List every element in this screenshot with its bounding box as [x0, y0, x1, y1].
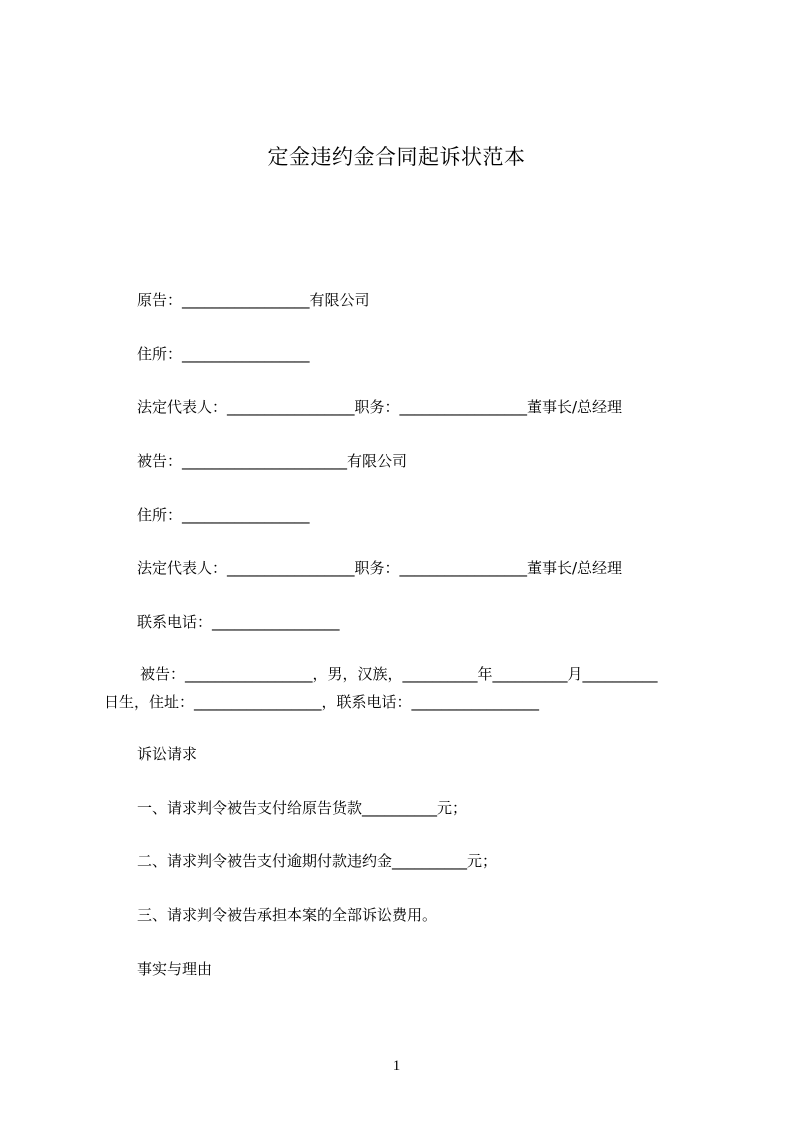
- defendant-address-line: 住所：_________________: [137, 506, 310, 524]
- phone-line: 联系电话：_________________: [137, 613, 340, 631]
- claims-heading: 诉讼请求: [137, 745, 198, 763]
- plaintiff-address-line: 住所：_________________: [137, 345, 310, 363]
- second-defendant-continuation-line: 日生，住址：_________________，联系电话：_________________: [104, 693, 540, 711]
- claim-1: 一、请求判令被告支付给原告货款__________元；: [137, 799, 468, 817]
- defendant-line: 被告：______________________有限公司: [137, 452, 408, 470]
- claim-2: 二、请求判令被告支付逾期付款违约金__________元；: [137, 852, 498, 870]
- document-title: 定金违约金合同起诉状范本: [267, 145, 526, 169]
- plaintiff-legal-rep-line: 法定代表人：_________________职务：_________________董事长/总经理: [137, 398, 623, 416]
- claim-3: 三、请求判令被告承担本案的全部诉讼费用。: [137, 906, 438, 924]
- defendant-legal-rep-line: 法定代表人：_________________职务：_________________董事长/总经理: [137, 559, 623, 577]
- facts-heading: 事实与理由: [137, 960, 213, 978]
- second-defendant-line: 被告：_________________，男，汉族，__________年__________月__________: [140, 665, 658, 683]
- page-number: 1: [392, 1058, 401, 1074]
- plaintiff-line: 原告：_________________有限公司: [137, 291, 370, 309]
